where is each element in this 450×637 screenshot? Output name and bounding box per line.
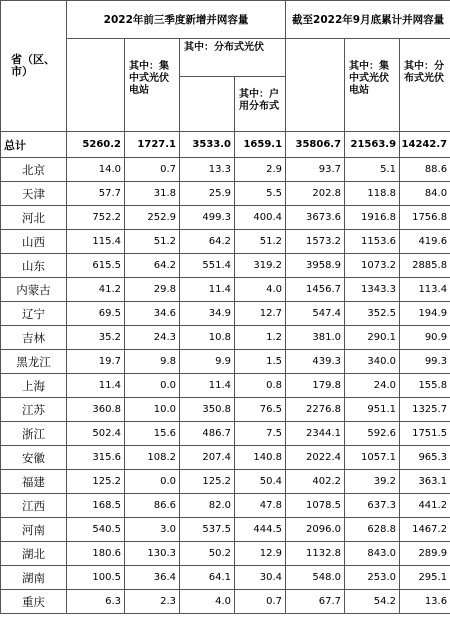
cell: 67.7 bbox=[286, 590, 345, 614]
cell: 168.5 bbox=[67, 494, 125, 518]
cell: 93.7 bbox=[286, 158, 345, 182]
province-name: 山东 bbox=[1, 254, 67, 278]
province-name: 湖南 bbox=[1, 566, 67, 590]
cell: 0.7 bbox=[125, 158, 180, 182]
cell: 9.9 bbox=[180, 350, 235, 374]
cell: 1.2 bbox=[235, 326, 286, 350]
cell: 1456.7 bbox=[286, 278, 345, 302]
cell: 202.8 bbox=[286, 182, 345, 206]
cell: 2885.8 bbox=[400, 254, 450, 278]
cell: 628.8 bbox=[345, 518, 400, 542]
province-name: 天津 bbox=[1, 182, 67, 206]
cell: 50.2 bbox=[180, 542, 235, 566]
cell: 441.2 bbox=[400, 494, 450, 518]
table-row bbox=[1, 398, 450, 422]
cell: 402.2 bbox=[286, 470, 345, 494]
cell: 502.4 bbox=[67, 422, 125, 446]
cell: 592.6 bbox=[345, 422, 400, 446]
cell: 419.6 bbox=[400, 230, 450, 254]
cell: 108.2 bbox=[125, 446, 180, 470]
cell: 315.6 bbox=[67, 446, 125, 470]
cell: 752.2 bbox=[67, 206, 125, 230]
cell: 84.0 bbox=[400, 182, 450, 206]
cell: 1343.3 bbox=[345, 278, 400, 302]
table-row bbox=[1, 206, 450, 230]
table-row bbox=[1, 446, 450, 470]
province-name: 辽宁 bbox=[1, 302, 67, 326]
cell: 13.6 bbox=[400, 590, 450, 614]
cell: 54.2 bbox=[345, 590, 400, 614]
cell: 1078.5 bbox=[286, 494, 345, 518]
cell: 3673.6 bbox=[286, 206, 345, 230]
province-header: 省（区、市） bbox=[1, 1, 67, 132]
cell: 13.3 bbox=[180, 158, 235, 182]
province-rows bbox=[1, 158, 450, 614]
cell: 4.0 bbox=[180, 590, 235, 614]
province-name: 河北 bbox=[1, 206, 67, 230]
province-name: 江西 bbox=[1, 494, 67, 518]
cell: 1057.1 bbox=[345, 446, 400, 470]
cell: 1073.2 bbox=[345, 254, 400, 278]
cumulative-capacity-header: 截至2022年9月底累计并网容量 bbox=[286, 1, 450, 39]
cell: 1916.8 bbox=[345, 206, 400, 230]
table-row bbox=[1, 374, 450, 398]
table-row bbox=[1, 470, 450, 494]
cell: 179.8 bbox=[286, 374, 345, 398]
cum-central-header: 其中：集中式光伏电站 bbox=[345, 39, 400, 132]
cell: 39.2 bbox=[345, 470, 400, 494]
province-name: 山西 bbox=[1, 230, 67, 254]
cell: 30.4 bbox=[235, 566, 286, 590]
cell: 4.0 bbox=[235, 278, 286, 302]
cell: 1659.1 bbox=[235, 132, 286, 158]
cell: 1132.8 bbox=[286, 542, 345, 566]
cell: 1573.2 bbox=[286, 230, 345, 254]
cell: 6.3 bbox=[67, 590, 125, 614]
cell: 289.9 bbox=[400, 542, 450, 566]
cell: 1727.1 bbox=[125, 132, 180, 158]
province-name: 黑龙江 bbox=[1, 350, 67, 374]
cell: 11.4 bbox=[180, 374, 235, 398]
cell: 2.3 bbox=[125, 590, 180, 614]
cell: 207.4 bbox=[180, 446, 235, 470]
cell: 0.0 bbox=[125, 470, 180, 494]
cell: 14.0 bbox=[67, 158, 125, 182]
cell: 1756.8 bbox=[400, 206, 450, 230]
new-distributed-header: 其中：分布式光伏 bbox=[180, 39, 286, 77]
province-name: 安徽 bbox=[1, 446, 67, 470]
cell: 350.8 bbox=[180, 398, 235, 422]
province-name: 浙江 bbox=[1, 422, 67, 446]
cell: 140.8 bbox=[235, 446, 286, 470]
cell: 5.1 bbox=[345, 158, 400, 182]
cell: 252.9 bbox=[125, 206, 180, 230]
cell: 1325.7 bbox=[400, 398, 450, 422]
table-row bbox=[1, 350, 450, 374]
table-row bbox=[1, 158, 450, 182]
table-row bbox=[1, 566, 450, 590]
cell: 1751.5 bbox=[400, 422, 450, 446]
table-row bbox=[1, 278, 450, 302]
cell: 155.8 bbox=[400, 374, 450, 398]
province-name: 福建 bbox=[1, 470, 67, 494]
cell: 100.5 bbox=[67, 566, 125, 590]
cell: 0.8 bbox=[235, 374, 286, 398]
province-name: 河南 bbox=[1, 518, 67, 542]
cell: 548.0 bbox=[286, 566, 345, 590]
cell: 615.5 bbox=[67, 254, 125, 278]
cum-total-header bbox=[286, 39, 345, 132]
cell: 34.6 bbox=[125, 302, 180, 326]
cell: 381.0 bbox=[286, 326, 345, 350]
cell: 29.8 bbox=[125, 278, 180, 302]
cell: 99.3 bbox=[400, 350, 450, 374]
cell: 113.4 bbox=[400, 278, 450, 302]
cell: 1.5 bbox=[235, 350, 286, 374]
cell: 180.6 bbox=[67, 542, 125, 566]
new-central-header: 其中：集中式光伏电站 bbox=[125, 39, 180, 132]
cell: 41.2 bbox=[67, 278, 125, 302]
total-label: 总计 bbox=[1, 132, 67, 158]
cell: 319.2 bbox=[235, 254, 286, 278]
cell: 69.5 bbox=[67, 302, 125, 326]
new-capacity-header: 2022年前三季度新增并网容量 bbox=[67, 1, 286, 39]
table-row bbox=[1, 518, 450, 542]
cell: 2276.8 bbox=[286, 398, 345, 422]
cell: 951.1 bbox=[345, 398, 400, 422]
province-name: 江苏 bbox=[1, 398, 67, 422]
cell: 843.0 bbox=[345, 542, 400, 566]
table-row bbox=[1, 590, 450, 614]
cell: 0.0 bbox=[125, 374, 180, 398]
cell: 965.3 bbox=[400, 446, 450, 470]
cell: 76.5 bbox=[235, 398, 286, 422]
cell: 11.4 bbox=[180, 278, 235, 302]
cell: 125.2 bbox=[180, 470, 235, 494]
cell: 2.9 bbox=[235, 158, 286, 182]
cell: 2022.4 bbox=[286, 446, 345, 470]
cell: 64.1 bbox=[180, 566, 235, 590]
cell: 352.5 bbox=[345, 302, 400, 326]
cell: 444.5 bbox=[235, 518, 286, 542]
cell: 11.4 bbox=[67, 374, 125, 398]
province-name: 北京 bbox=[1, 158, 67, 182]
cell: 486.7 bbox=[180, 422, 235, 446]
cell: 9.8 bbox=[125, 350, 180, 374]
cell: 637.3 bbox=[345, 494, 400, 518]
cell: 12.7 bbox=[235, 302, 286, 326]
cell: 19.7 bbox=[67, 350, 125, 374]
cell: 360.8 bbox=[67, 398, 125, 422]
cell: 90.9 bbox=[400, 326, 450, 350]
table-row bbox=[1, 230, 450, 254]
cell: 51.2 bbox=[125, 230, 180, 254]
new-total-header bbox=[67, 39, 125, 132]
cell: 115.4 bbox=[67, 230, 125, 254]
cell: 36.4 bbox=[125, 566, 180, 590]
cell: 3.0 bbox=[125, 518, 180, 542]
cell: 551.4 bbox=[180, 254, 235, 278]
table-row bbox=[1, 302, 450, 326]
province-name: 吉林 bbox=[1, 326, 67, 350]
cell: 64.2 bbox=[125, 254, 180, 278]
table-row bbox=[1, 326, 450, 350]
cell: 31.8 bbox=[125, 182, 180, 206]
table-row bbox=[1, 422, 450, 446]
cell: 10.0 bbox=[125, 398, 180, 422]
cell: 125.2 bbox=[67, 470, 125, 494]
cell: 253.0 bbox=[345, 566, 400, 590]
cell: 50.4 bbox=[235, 470, 286, 494]
cell: 25.9 bbox=[180, 182, 235, 206]
cell: 1153.6 bbox=[345, 230, 400, 254]
cell: 547.4 bbox=[286, 302, 345, 326]
cell: 35806.7 bbox=[286, 132, 345, 158]
province-name: 内蒙古 bbox=[1, 278, 67, 302]
cell: 2096.0 bbox=[286, 518, 345, 542]
cell: 64.2 bbox=[180, 230, 235, 254]
cell: 540.5 bbox=[67, 518, 125, 542]
cell: 15.6 bbox=[125, 422, 180, 446]
cell: 88.6 bbox=[400, 158, 450, 182]
cell: 14242.7 bbox=[400, 132, 450, 158]
province-name: 湖北 bbox=[1, 542, 67, 566]
cell: 5260.2 bbox=[67, 132, 125, 158]
cell: 24.0 bbox=[345, 374, 400, 398]
cell: 340.0 bbox=[345, 350, 400, 374]
cell: 130.3 bbox=[125, 542, 180, 566]
cell: 2344.1 bbox=[286, 422, 345, 446]
cell: 86.6 bbox=[125, 494, 180, 518]
cell: 1467.2 bbox=[400, 518, 450, 542]
cell: 194.9 bbox=[400, 302, 450, 326]
table-row bbox=[1, 542, 450, 566]
cell: 7.5 bbox=[235, 422, 286, 446]
cum-distributed-header: 其中：分布式光伏 bbox=[400, 39, 450, 132]
cell: 0.7 bbox=[235, 590, 286, 614]
cell: 118.8 bbox=[345, 182, 400, 206]
cell: 24.3 bbox=[125, 326, 180, 350]
cell: 5.5 bbox=[235, 182, 286, 206]
cell: 363.1 bbox=[400, 470, 450, 494]
province-name: 上海 bbox=[1, 374, 67, 398]
cell: 35.2 bbox=[67, 326, 125, 350]
province-name: 重庆 bbox=[1, 590, 67, 614]
table-row bbox=[1, 254, 450, 278]
total-row bbox=[1, 132, 450, 158]
cell: 21563.9 bbox=[345, 132, 400, 158]
cell: 295.1 bbox=[400, 566, 450, 590]
cell: 51.2 bbox=[235, 230, 286, 254]
new-household-header: 其中：户用分布式 bbox=[235, 77, 286, 132]
cell: 439.3 bbox=[286, 350, 345, 374]
cell: 537.5 bbox=[180, 518, 235, 542]
cell: 290.1 bbox=[345, 326, 400, 350]
cell: 10.8 bbox=[180, 326, 235, 350]
cell: 499.3 bbox=[180, 206, 235, 230]
cell: 57.7 bbox=[67, 182, 125, 206]
cell: 3958.9 bbox=[286, 254, 345, 278]
table-row bbox=[1, 494, 450, 518]
cell: 82.0 bbox=[180, 494, 235, 518]
cell: 3533.0 bbox=[180, 132, 235, 158]
new-distributed-total-header bbox=[180, 77, 235, 132]
cell: 34.9 bbox=[180, 302, 235, 326]
cell: 47.8 bbox=[235, 494, 286, 518]
cell: 12.9 bbox=[235, 542, 286, 566]
table-row bbox=[1, 182, 450, 206]
cell: 400.4 bbox=[235, 206, 286, 230]
